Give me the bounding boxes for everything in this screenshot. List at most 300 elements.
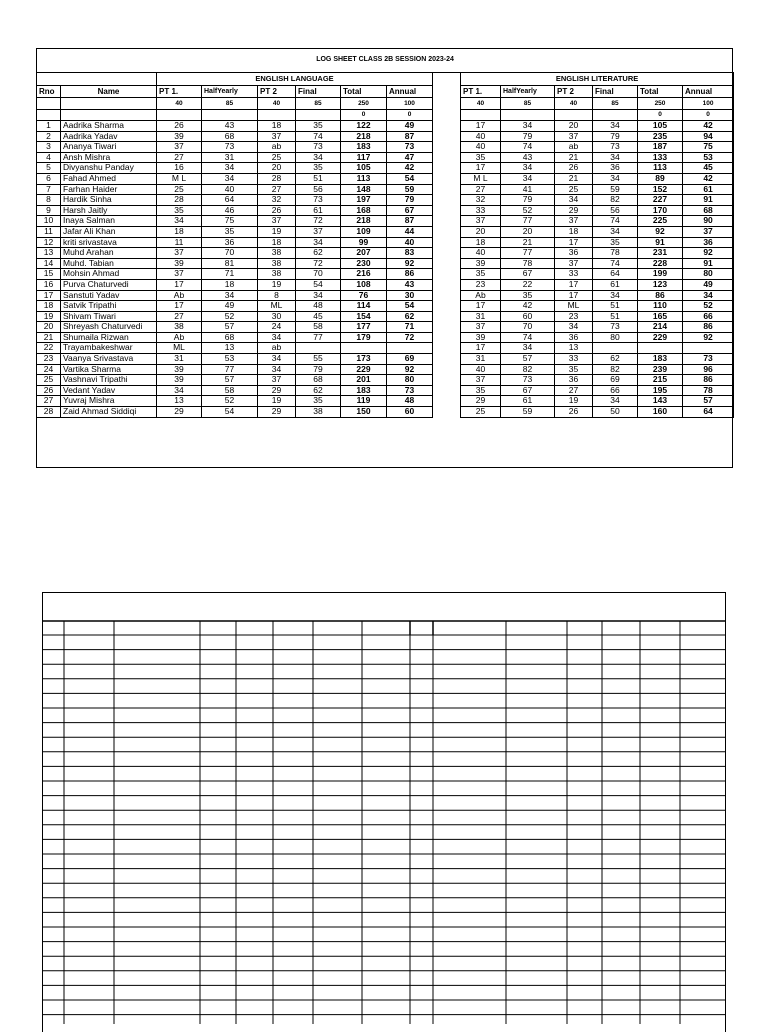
roll-number: 5 [37,163,61,174]
mark-lit-1: 52 [501,205,555,216]
mark-lang-4: 230 [341,258,387,269]
mark-lit-3: 34 [593,152,638,163]
mark-lang-3: 51 [296,173,341,184]
mark-lit-2: 27 [555,385,593,396]
mark-lit-2: 17 [555,237,593,248]
student-name: Harsh Jaitly [61,205,157,216]
zero-lang-4: 0 [341,110,387,121]
mark-lit-2: 36 [555,248,593,259]
mark-lang-1: 13 [202,343,258,354]
mark-lang-5: 92 [387,258,433,269]
mark-lit-0: 40 [461,364,501,375]
mark-lang-1: 49 [202,301,258,312]
roll-number: 13 [37,248,61,259]
mark-lit-2: ab [555,142,593,153]
mark-lang-5: 30 [387,290,433,301]
mark-lit-1: 77 [501,248,555,259]
mark-lang-3: 61 [296,205,341,216]
mark-lang-5: 87 [387,216,433,227]
student-name: Shivam Tiwari [61,311,157,322]
mark-lit-5: 52 [683,301,734,312]
mark-lang-1: 64 [202,195,258,206]
mark-lang-3: 62 [296,385,341,396]
mark-lang-3: 35 [296,163,341,174]
mark-lang-0: 27 [157,311,202,322]
mark-lang-2: 34 [258,332,296,343]
mark-lang-4: 197 [341,195,387,206]
mark-lit-2: 37 [555,216,593,227]
roll-number: 7 [37,184,61,195]
mark-lit-5: 80 [683,269,734,280]
mark-lit-0: 37 [461,216,501,227]
mark-lit-5: 78 [683,385,734,396]
mark-lit-4: 183 [638,354,683,365]
mark-lang-4: 119 [341,396,387,407]
mark-lit-3: 34 [593,173,638,184]
mark-lit-0: 31 [461,354,501,365]
student-name: Inaya Salman [61,216,157,227]
mark-lit-0: 23 [461,279,501,290]
mark-lang-0: 39 [157,364,202,375]
mark-lit-4: 195 [638,385,683,396]
mark-lit-3: 74 [593,216,638,227]
mark-lit-1: 77 [501,216,555,227]
mark-lit-1: 34 [501,343,555,354]
mark-lit-3: 34 [593,290,638,301]
mark-lang-2: 38 [258,248,296,259]
student-name: Muhd. Tabian [61,258,157,269]
mark-lang-4: 109 [341,226,387,237]
mark-lit-3: 59 [593,184,638,195]
student-name: kriti srivastava [61,237,157,248]
mark-lang-1: 34 [202,163,258,174]
mark-lang-0: 27 [157,152,202,163]
mark-lang-3: 34 [296,152,341,163]
roll-number: 8 [37,195,61,206]
mark-lang-3: 62 [296,248,341,259]
mark-lit-1: 78 [501,258,555,269]
header-lang-5: Annual [387,86,433,98]
mark-lang-4: 150 [341,407,387,418]
mark-lit-4: 143 [638,396,683,407]
mark-lit-4: 165 [638,311,683,322]
mark-lit-1: 34 [501,121,555,132]
mark-lit-5: 73 [683,354,734,365]
student-name: Aadrika Yadav [61,131,157,142]
mark-lang-3: 54 [296,279,341,290]
mark-lit-4: 227 [638,195,683,206]
header-lang-0: PT 1. [157,86,202,98]
mark-lang-5: 73 [387,385,433,396]
mark-lit-4: 133 [638,152,683,163]
mark-lang-3: 72 [296,216,341,227]
mark-lang-4: 122 [341,121,387,132]
mark-lang-1: 73 [202,142,258,153]
mark-lit-2: 21 [555,173,593,184]
mark-lang-0: 39 [157,375,202,386]
roll-number: 6 [37,173,61,184]
mark-lit-5: 86 [683,322,734,333]
mark-lit-2: 26 [555,407,593,418]
mark-lang-0: ML [157,343,202,354]
mark-lit-0: 40 [461,142,501,153]
mark-lang-5: 59 [387,184,433,195]
roll-number: 27 [37,396,61,407]
mark-lang-2: 27 [258,184,296,195]
mark-lit-2: 17 [555,290,593,301]
mark-lit-0: 32 [461,195,501,206]
mark-lang-2: 34 [258,364,296,375]
mark-lang-3: 77 [296,332,341,343]
mark-lit-2: 13 [555,343,593,354]
mark-lit-5: 36 [683,237,734,248]
mark-lang-1: 75 [202,216,258,227]
mark-lang-3: 37 [296,226,341,237]
mark-lang-5: 47 [387,152,433,163]
mark-lang-4: 105 [341,163,387,174]
mark-lit-3: 61 [593,279,638,290]
mark-lit-4: 214 [638,322,683,333]
roll-number: 21 [37,332,61,343]
mark-lit-4: 225 [638,216,683,227]
mark-lang-1: 34 [202,173,258,184]
mark-lit-0: 37 [461,375,501,386]
mark-lang-5: 69 [387,354,433,365]
mark-lit-0: 31 [461,311,501,322]
mark-lang-1: 54 [202,407,258,418]
mark-lang-3: 73 [296,142,341,153]
mark-lit-0: 40 [461,131,501,142]
mark-lang-1: 71 [202,269,258,280]
mark-lang-0: 35 [157,205,202,216]
roll-number: 2 [37,131,61,142]
mark-lang-3: 72 [296,258,341,269]
mark-lit-2: 33 [555,354,593,365]
mark-lang-5: 80 [387,375,433,386]
mark-lit-1: 82 [501,364,555,375]
mark-lang-0: 11 [157,237,202,248]
student-name: Farhan Haider [61,184,157,195]
mark-lit-2: 19 [555,396,593,407]
max-lang-5: 100 [387,98,433,110]
mark-lit-2: 25 [555,184,593,195]
mark-lit-3: 80 [593,332,638,343]
student-name: Zaid Ahmad Siddiqi [61,407,157,418]
mark-lit-1: 74 [501,142,555,153]
mark-lang-5: 67 [387,205,433,216]
mark-lit-2: 34 [555,195,593,206]
header-lit-3: Final [593,86,638,98]
student-name: Ananya Tiwari [61,142,157,153]
mark-lang-0: 37 [157,248,202,259]
mark-lang-4: 114 [341,301,387,312]
roll-number: 20 [37,322,61,333]
mark-lang-0: 37 [157,269,202,280]
mark-lit-1: 79 [501,131,555,142]
mark-lang-2: ab [258,142,296,153]
mark-lang-1: 58 [202,385,258,396]
mark-lit-2: 17 [555,279,593,290]
student-name: Shreyash Chaturvedi [61,322,157,333]
mark-lang-4: 154 [341,311,387,322]
mark-lang-2: 19 [258,279,296,290]
mark-lang-2: 32 [258,195,296,206]
mark-lang-0: 39 [157,131,202,142]
mark-lang-0: Ab [157,290,202,301]
mark-lang-1: 53 [202,354,258,365]
mark-lit-4: 89 [638,173,683,184]
mark-lit-1: 42 [501,301,555,312]
max-lit-4: 250 [638,98,683,110]
mark-lang-0: 13 [157,396,202,407]
mark-lang-3: 35 [296,121,341,132]
mark-lit-5: 64 [683,407,734,418]
mark-lang-1: 31 [202,152,258,163]
mark-lang-5: 92 [387,364,433,375]
header-name: Name [61,86,157,98]
mark-lang-1: 43 [202,121,258,132]
mark-lit-4: 113 [638,163,683,174]
mark-lit-0: 17 [461,121,501,132]
mark-lit-4: 187 [638,142,683,153]
mark-lang-2: 19 [258,226,296,237]
mark-lit-4: 170 [638,205,683,216]
mark-lit-4: 199 [638,269,683,280]
mark-lit-2: 37 [555,131,593,142]
mark-lang-4: 168 [341,205,387,216]
mark-lit-5: 57 [683,396,734,407]
sheet-title: LOG SHEET CLASS 2B SESSION 2023-24 [37,48,734,73]
mark-lang-0: 17 [157,279,202,290]
max-lit-3: 85 [593,98,638,110]
mark-lang-1: 35 [202,226,258,237]
mark-lang-5: 79 [387,195,433,206]
mark-lit-5: 92 [683,332,734,343]
mark-lit-0: 39 [461,332,501,343]
mark-lit-1: 43 [501,152,555,163]
mark-lang-4: 183 [341,385,387,396]
student-name: Satvik Tripathi [61,301,157,312]
mark-lang-2: 29 [258,407,296,418]
roll-number: 11 [37,226,61,237]
mark-lit-0: Ab [461,290,501,301]
mark-lit-1: 67 [501,385,555,396]
mark-lang-5: 60 [387,407,433,418]
mark-lang-0: 16 [157,163,202,174]
mark-lit-4: 229 [638,332,683,343]
mark-lit-3: 69 [593,375,638,386]
mark-lang-0: 26 [157,121,202,132]
mark-lang-1: 68 [202,332,258,343]
mark-lit-3: 34 [593,121,638,132]
mark-lang-3: 79 [296,364,341,375]
mark-lit-4: 235 [638,131,683,142]
mark-lit-4: 152 [638,184,683,195]
mark-lit-3: 51 [593,311,638,322]
mark-lang-3: 35 [296,396,341,407]
mark-lit-3: 73 [593,142,638,153]
mark-lang-2: 25 [258,152,296,163]
mark-lit-3: 79 [593,131,638,142]
mark-lang-2: 18 [258,237,296,248]
mark-lit-1: 61 [501,396,555,407]
mark-lit-3: 73 [593,322,638,333]
mark-lang-4: 113 [341,173,387,184]
mark-lit-0: 40 [461,248,501,259]
mark-lang-4: 218 [341,216,387,227]
mark-lang-3: 55 [296,354,341,365]
mark-lang-4: 76 [341,290,387,301]
mark-lit-1: 74 [501,332,555,343]
roll-number: 22 [37,343,61,354]
mark-lang-2: 8 [258,290,296,301]
mark-lang-5: 44 [387,226,433,237]
mark-lit-3: 50 [593,407,638,418]
max-lang-4: 250 [341,98,387,110]
mark-lang-2: 30 [258,311,296,322]
mark-lit-5: 66 [683,311,734,322]
zero-lang-5: 0 [387,110,433,121]
mark-lang-3: 48 [296,301,341,312]
max-lang-3: 85 [296,98,341,110]
mark-lit-3: 64 [593,269,638,280]
mark-lang-2: ab [258,343,296,354]
mark-lit-2: 21 [555,152,593,163]
mark-lit-0: 29 [461,396,501,407]
roll-number: 14 [37,258,61,269]
mark-lit-4: 110 [638,301,683,312]
mark-lang-3: 70 [296,269,341,280]
mark-lang-4: 207 [341,248,387,259]
mark-lit-0: 27 [461,184,501,195]
mark-lit-1: 22 [501,279,555,290]
mark-lit-5: 94 [683,131,734,142]
roll-number: 10 [37,216,61,227]
max-lang-1: 85 [202,98,258,110]
mark-lit-4: 86 [638,290,683,301]
mark-lit-1: 57 [501,354,555,365]
mark-lang-2: 20 [258,163,296,174]
mark-lit-3: 82 [593,195,638,206]
roll-number: 12 [37,237,61,248]
header-lang-2: PT 2 [258,86,296,98]
mark-lit-2: 34 [555,322,593,333]
roll-number: 4 [37,152,61,163]
max-lang-2: 40 [258,98,296,110]
mark-lit-5: 68 [683,205,734,216]
mark-lit-4: 239 [638,364,683,375]
mark-lang-2: 18 [258,121,296,132]
mark-lang-0: 37 [157,142,202,153]
mark-lit-5: 61 [683,184,734,195]
mark-lit-0: 35 [461,269,501,280]
mark-lit-0: 18 [461,237,501,248]
mark-lang-2: 29 [258,385,296,396]
mark-lit-0: 33 [461,205,501,216]
student-name: Shumaila Rizwan [61,332,157,343]
roll-number: 24 [37,364,61,375]
mark-lit-0: 35 [461,385,501,396]
roll-number: 9 [37,205,61,216]
mark-lang-4: 179 [341,332,387,343]
mark-lit-0: M L [461,173,501,184]
mark-lit-3: 56 [593,205,638,216]
mark-lit-1: 70 [501,322,555,333]
header-lit-5: Annual [683,86,734,98]
mark-lang-3: 56 [296,184,341,195]
student-name: Muhd Arahan [61,248,157,259]
mark-lit-2: 37 [555,258,593,269]
mark-lit-1: 67 [501,269,555,280]
mark-lang-1: 34 [202,290,258,301]
mark-lang-3: 68 [296,375,341,386]
mark-lang-4: 218 [341,131,387,142]
mark-lit-2: 29 [555,205,593,216]
mark-lit-2: 26 [555,163,593,174]
student-name: Trayambakeshwar [61,343,157,354]
mark-lit-1: 21 [501,237,555,248]
mark-lang-2: 24 [258,322,296,333]
student-name: Mohsin Ahmad [61,269,157,280]
mark-lang-4: 229 [341,364,387,375]
mark-lit-5: 37 [683,226,734,237]
mark-lang-1: 81 [202,258,258,269]
mark-lit-4: 123 [638,279,683,290]
mark-lang-2: 34 [258,354,296,365]
mark-lit-5: 96 [683,364,734,375]
mark-lit-2: 35 [555,364,593,375]
mark-lang-5: 83 [387,248,433,259]
mark-lang-5: 48 [387,396,433,407]
roll-number: 15 [37,269,61,280]
mark-lit-5: 86 [683,375,734,386]
mark-lit-5: 92 [683,248,734,259]
mark-lit-4: 215 [638,375,683,386]
mark-lang-5: 72 [387,332,433,343]
subject-english-literature: ENGLISH LITERATURE [461,73,734,86]
mark-lang-0: 39 [157,258,202,269]
student-name: Vashnavi Tripathi [61,375,157,386]
mark-lang-5: 54 [387,301,433,312]
mark-lit-4: 91 [638,237,683,248]
mark-lit-3: 62 [593,354,638,365]
mark-lang-3: 38 [296,407,341,418]
mark-lang-5: 49 [387,121,433,132]
mark-lit-0: 17 [461,163,501,174]
mark-lit-4: 92 [638,226,683,237]
mark-lang-0: 17 [157,301,202,312]
mark-lit-3: 51 [593,301,638,312]
mark-lit-3: 34 [593,396,638,407]
mark-lang-2: 37 [258,375,296,386]
mark-lang-2: 38 [258,269,296,280]
blank-grid [42,592,726,1024]
mark-lit-1: 73 [501,375,555,386]
header-lit-0: PT 1. [461,86,501,98]
header-lit-2: PT 2 [555,86,593,98]
mark-lang-4: 183 [341,142,387,153]
mark-lang-1: 77 [202,364,258,375]
mark-lit-5: 53 [683,152,734,163]
mark-lang-5: 73 [387,142,433,153]
student-name: Hardik Sinha [61,195,157,206]
mark-lang-0: 34 [157,216,202,227]
mark-lit-4: 231 [638,248,683,259]
mark-lang-1: 57 [202,375,258,386]
mark-lang-2: 37 [258,131,296,142]
zero-lit-5: 0 [683,110,734,121]
mark-lang-3: 58 [296,322,341,333]
